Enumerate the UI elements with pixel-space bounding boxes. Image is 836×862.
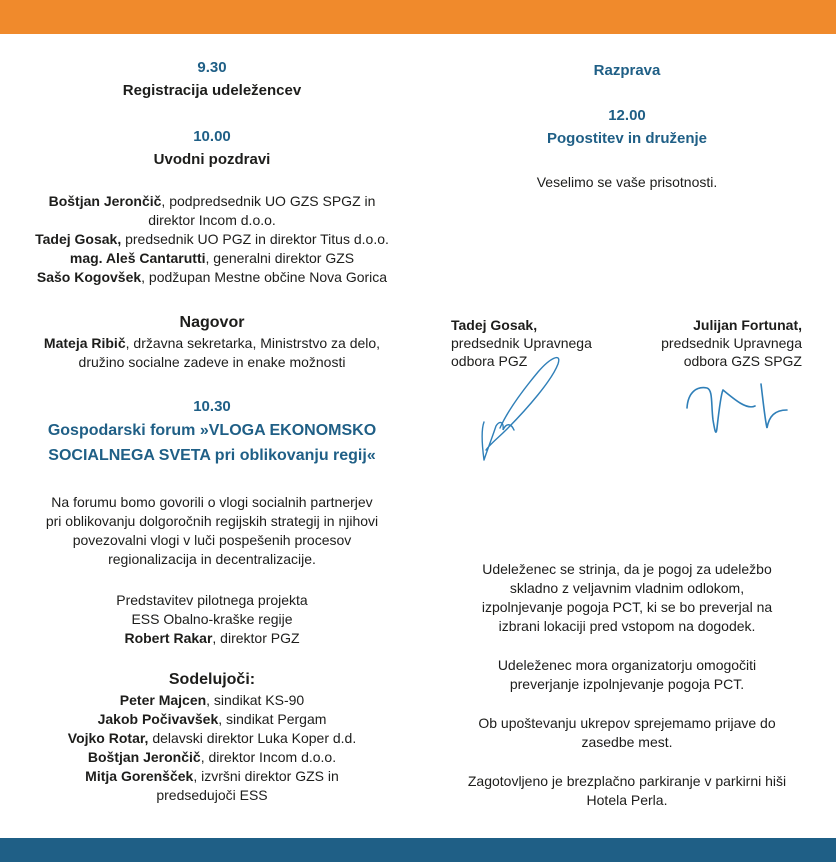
list-item: družino socialne zadeve in enake možnosti — [78, 354, 346, 370]
text-line: skladno z veljavnim vladnim odlokom, — [509, 580, 745, 596]
list-item: Tadej Gosak, predsednik UO PGZ in direktor Titus d.o.o. — [35, 231, 389, 247]
list-item: Vojko Rotar, delavski direktor Luka Koper d.d. — [67, 730, 357, 746]
list-item: direktor Incom d.o.o. — [148, 212, 276, 228]
list-item: Peter Majcen, sindikat KS-90 — [119, 692, 305, 708]
text-line: Zagotovljeno je brezplačno parkiranje v parkirni hiši — [467, 773, 787, 789]
text-line: Hotela Perla. — [586, 792, 668, 808]
signatory-role: predsednik Upravnega — [661, 335, 802, 351]
text-line: preverjanje izpolnjevanje pogoja PCT. — [509, 676, 745, 692]
forum-title-line2: SOCIALNEGA SVETA pri oblikovanju regij« — [48, 447, 376, 464]
text-line: zasedbe mest. — [581, 734, 673, 750]
list-item: Boštjan Jerončič, podpredsednik UO GZS SPGZ in — [48, 193, 376, 209]
title-registration: Registracija udeležencev — [122, 82, 302, 99]
text-line: Na forumu bomo govorili o vlogi socialnih partnerjev — [51, 494, 373, 510]
note-parking — [418, 772, 836, 810]
list-item: Robert Rakar, direktor PGZ — [124, 630, 300, 646]
project-presentation — [0, 591, 424, 648]
note-registration — [418, 714, 836, 752]
list-item: Mateja Ribič, državna sekretarka, Ministrstvo za delo, — [43, 335, 381, 351]
heading-participants: Sodelujoči: — [168, 671, 256, 688]
text-line: regionalizacija in decentralizacije. — [108, 551, 316, 567]
title-welcome: Uvodni pozdravi — [153, 151, 271, 168]
forum-description — [0, 493, 424, 569]
forum-title-line1: Gospodarski forum »VLOGA EKONOMSKO — [47, 422, 377, 439]
list-item: Boštjan Jerončič, direktor Incom d.o.o. — [87, 749, 337, 765]
participants-list — [0, 691, 424, 805]
signatory-name: Tadej Gosak, — [451, 317, 538, 333]
list-item: mag. Aleš Cantarutti, generalni direktor GZS — [69, 250, 355, 266]
text-line: Udeleženec mora organizatorju omogočiti — [497, 657, 757, 673]
note-verification — [418, 656, 836, 694]
time-registration: 9.30 — [197, 59, 227, 76]
text-line: Udeleženec se strinja, da je pogoj za udeležbo — [482, 561, 772, 577]
welcome-text: Veselimo se vaše prisotnosti. — [536, 174, 718, 190]
text-line: ESS Obalno-kraške regije — [131, 611, 293, 627]
time-forum: 10.30 — [193, 398, 231, 415]
note-pct — [418, 560, 836, 636]
signatory-org: odbora PGZ — [451, 353, 528, 369]
text-line: Ob upoštevanju ukrepov sprejemamo prijave do — [478, 715, 776, 731]
signatory-role: predsednik Upravnega — [451, 335, 592, 351]
list-item: Jakob Počivavšek, sindikat Pergam — [97, 711, 327, 727]
title-lunch: Pogostitev in druženje — [546, 130, 708, 147]
signature-left — [478, 350, 568, 465]
list-item: Mitja Gorenšček, izvršni direktor GZS in — [85, 768, 339, 784]
signatory-name: Julijan Fortunat, — [693, 317, 802, 333]
time-welcome: 10.00 — [193, 128, 231, 145]
title-discussion: Razprava — [593, 62, 661, 79]
text-line: izpolnjevanje pogoja PCT, ki se bo preverjal na — [481, 599, 773, 615]
bottom-blue-band — [0, 838, 836, 862]
top-orange-band — [0, 0, 836, 34]
list-item: predsedujoči ESS — [156, 787, 268, 803]
signature-right — [683, 380, 793, 440]
list-item: Sašo Kogovšek, podžupan Mestne občine Nova Gorica — [36, 269, 388, 285]
nagovor-speaker — [0, 334, 424, 372]
text-line: povezovalni vlogi v luči pospešenih procesov — [72, 532, 352, 548]
signatory-right — [661, 316, 802, 370]
text-line: izbrani lokaciji pred vstopom na dogodek. — [498, 618, 756, 634]
signatory-org: odbora GZS SPGZ — [683, 353, 802, 369]
text-line: Predstavitev pilotnega projekta — [116, 592, 308, 608]
text-line: pri oblikovanju dolgoročnih regijskih strategij in njihovi — [45, 513, 379, 529]
heading-nagovor: Nagovor — [179, 314, 245, 331]
time-lunch: 12.00 — [608, 107, 646, 124]
greetings-list — [0, 192, 424, 287]
